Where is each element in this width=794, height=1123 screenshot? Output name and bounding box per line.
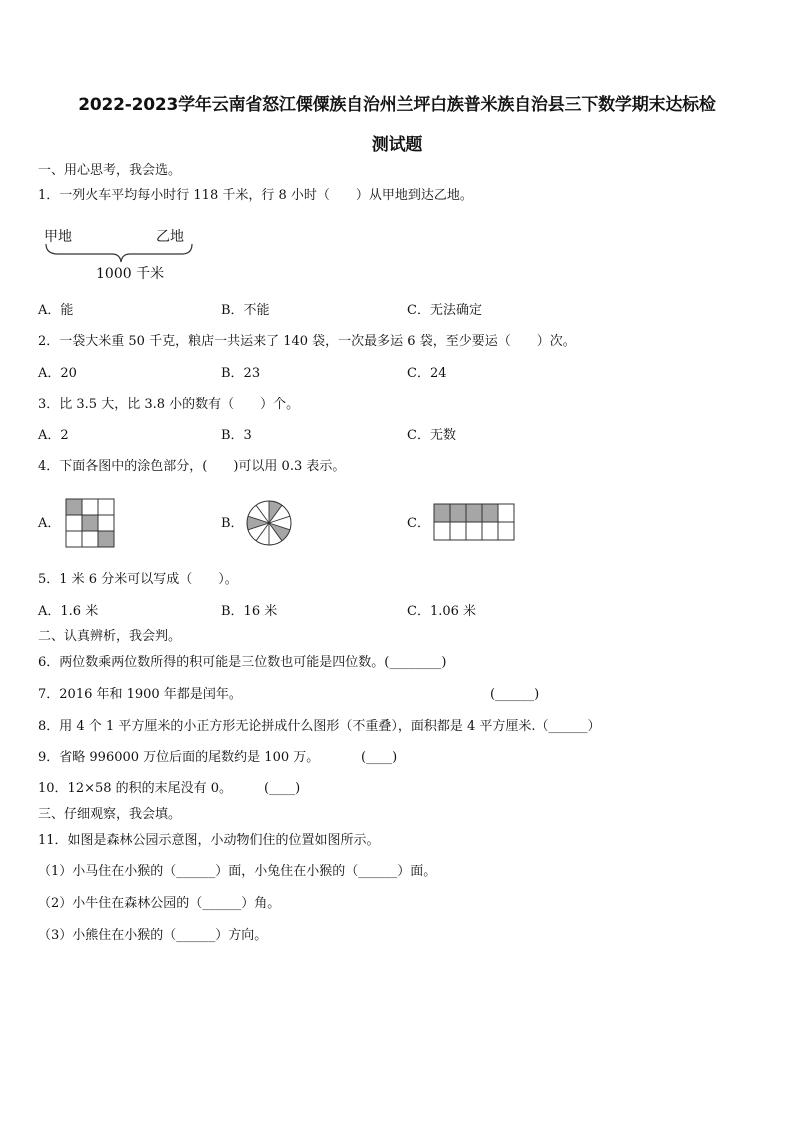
question-10-blank: (____) xyxy=(264,781,301,796)
question-11: 11．如图是森林公园示意图，小动物们住的位置如图所示。 xyxy=(38,833,380,848)
question-1: 1．一列火车平均每小时行 118 千米，行 8 小时（ ）从甲地到达乙地。 xyxy=(38,188,473,203)
q3-option-c: C．无数 xyxy=(407,428,456,443)
q1-option-a: A．能 xyxy=(38,303,74,318)
diagram-label-end: 乙地 xyxy=(156,229,184,245)
question-3: 3．比 3.5 大，比 3.8 小的数有（ ）个。 xyxy=(38,397,300,412)
question-4: 4．下面各图中的涂色部分，( )可以用 0.3 表示。 xyxy=(38,459,346,474)
question-2: 2．一袋大米重 50 千克，粮店一共运来了 140 袋，一次最多运 6 袋，至少要运（ ）次。 xyxy=(38,334,576,349)
section-heading-2: 二、认真辨析，我会判。 xyxy=(38,629,182,644)
section-heading-1: 一、用心思考，我会选。 xyxy=(38,163,182,178)
question-11-part-3: （3）小熊住在小猴的（______）方向。 xyxy=(38,928,268,943)
q2-option-b: B．23 xyxy=(221,366,261,381)
question-9: 9．省略 996000 万位后面的尾数约是 100 万。 xyxy=(38,750,320,765)
q4-option-c: C． xyxy=(407,516,430,531)
question-7-blank: (______) xyxy=(490,687,540,702)
circle-figure-b xyxy=(245,499,295,547)
question-8: 8．用 4 个 1 平方厘米的小正方形无论拼成什么图形（不重叠），面积都是 4 平方厘米.（______） xyxy=(38,719,601,734)
q1-option-b: B．不能 xyxy=(221,303,270,318)
q1-option-c: C．无法确定 xyxy=(407,303,482,318)
q3-option-a: A．2 xyxy=(38,428,69,443)
q5-option-a: A．1.6 米 xyxy=(38,604,99,619)
page-title-continued: 测试题 xyxy=(371,135,423,155)
diagram-label-start: 甲地 xyxy=(44,229,72,245)
bar-figure-c xyxy=(433,503,515,543)
question-11-part-1: （1）小马住在小猴的（______）面，小兔住在小猴的（______）面。 xyxy=(38,864,437,879)
q5-option-c: C．1.06 米 xyxy=(407,604,477,619)
question-5: 5．1 米 6 分米可以写成（ ）。 xyxy=(38,572,238,587)
question-11-part-2: （2）小牛住在森林公园的（______）角。 xyxy=(38,896,281,911)
q5-option-b: B．16 米 xyxy=(221,604,278,619)
q3-option-b: B．3 xyxy=(221,428,252,443)
question-9-blank: (____) xyxy=(361,750,398,765)
question-7: 7．2016 年和 1900 年都是闰年。 xyxy=(38,687,242,702)
page-title: 2022-2023学年云南省怒江傈僳族自治州兰坪白族普米族自治县三下数学期末达标检 xyxy=(78,95,716,115)
section-heading-3: 三、仔细观察，我会填。 xyxy=(38,807,182,822)
q4-option-b: B． xyxy=(221,516,244,531)
q4-option-a: A． xyxy=(38,516,61,531)
question-6: 6．两位数乘两位数所得的积可能是三位数也可能是四位数。(________) xyxy=(38,655,447,670)
q2-option-c: C．24 xyxy=(407,366,447,381)
q2-option-a: A．20 xyxy=(38,366,77,381)
grid-figure-a xyxy=(65,498,117,550)
diagram-distance-label: 1000 千米 xyxy=(96,266,165,282)
question-10: 10．12×58 的积的末尾没有 0。 xyxy=(38,781,233,796)
